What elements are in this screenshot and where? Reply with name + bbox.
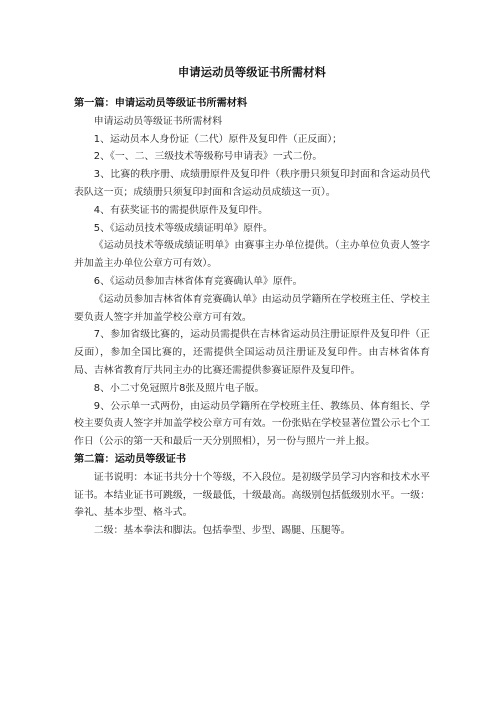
paragraph: 7、参加省级比赛的，运动员需提供在吉林省运动员注册证原件及复印件（正反面），参加全国比赛的，还需提供全国运动员注册证及复印件。由吉林省体育局、吉林省教育厅共同主办的比赛还需提供参赛证原件及复印件。: [74, 329, 430, 376]
paragraph: 1、运动员本人身份证（二代）原件及复印件（正反面）；: [93, 133, 343, 145]
paragraph: 3、比赛的秩序册、成绩册原件及复印件（秩序册只须复印封面和含运动员代表队这一页；成绩册只须复印封面和含运动员成绩这一页）。: [74, 169, 430, 198]
document-title: 申请运动员等级证书所需材料: [177, 66, 327, 79]
paragraph: 8、小二寸免冠照片8张及照片电子版。: [93, 382, 265, 394]
paragraph: 二级：基本拳法和脚法。包括拳型、步型、踢腿、压腿等。: [93, 525, 351, 537]
paragraph: 9、公示单一式两份，由运动员学籍所在学校班主任、教练员、体育组长、学校主要负责人签字并加盖学校公章方可有效。一份张贴在学校显著位置公示七个工作日（公示的第一天和最后一天分别照相），另一份与照片一并上报。: [74, 400, 430, 448]
paragraph: 《运动员技术等级成绩证明单》由赛事主办单位提供。（主办单位负责人签字并加盖主办单位公章方可有效）。: [74, 240, 430, 270]
paragraph: 申请运动员等级证书所需材料: [93, 115, 223, 127]
section2-heading: 第二篇：运动员等级证书: [74, 453, 187, 465]
section1-heading: 第一篇：申请运动员等级证书所需材料: [74, 98, 248, 109]
paragraph: 证书说明：本证书共分十个等级，不入段位。是初级学员学习内容和技术水平证书。本结业证书可跳级，一级最低，十级最高。高级别包括低级别水平。一级：拳礼、基本步型、格斗式。: [74, 471, 430, 519]
paragraph: 《运动员参加吉林省体育竞赛确认单》由运动员学籍所在学校班主任、学校主要负责人签字并加盖学校公章方可有效。: [74, 293, 430, 323]
paragraph: 5、《运动员技术等级成绩证明单》原件。: [93, 222, 273, 234]
paragraph: 6、《运动员参加吉林省体育竞赛确认单》原件。: [93, 275, 303, 287]
paragraph: 4、有获奖证书的需提供原件及复印件。: [93, 204, 268, 216]
paragraph: 2、《一、二、三级技术等级称号申请表》一式二份。: [93, 151, 323, 163]
